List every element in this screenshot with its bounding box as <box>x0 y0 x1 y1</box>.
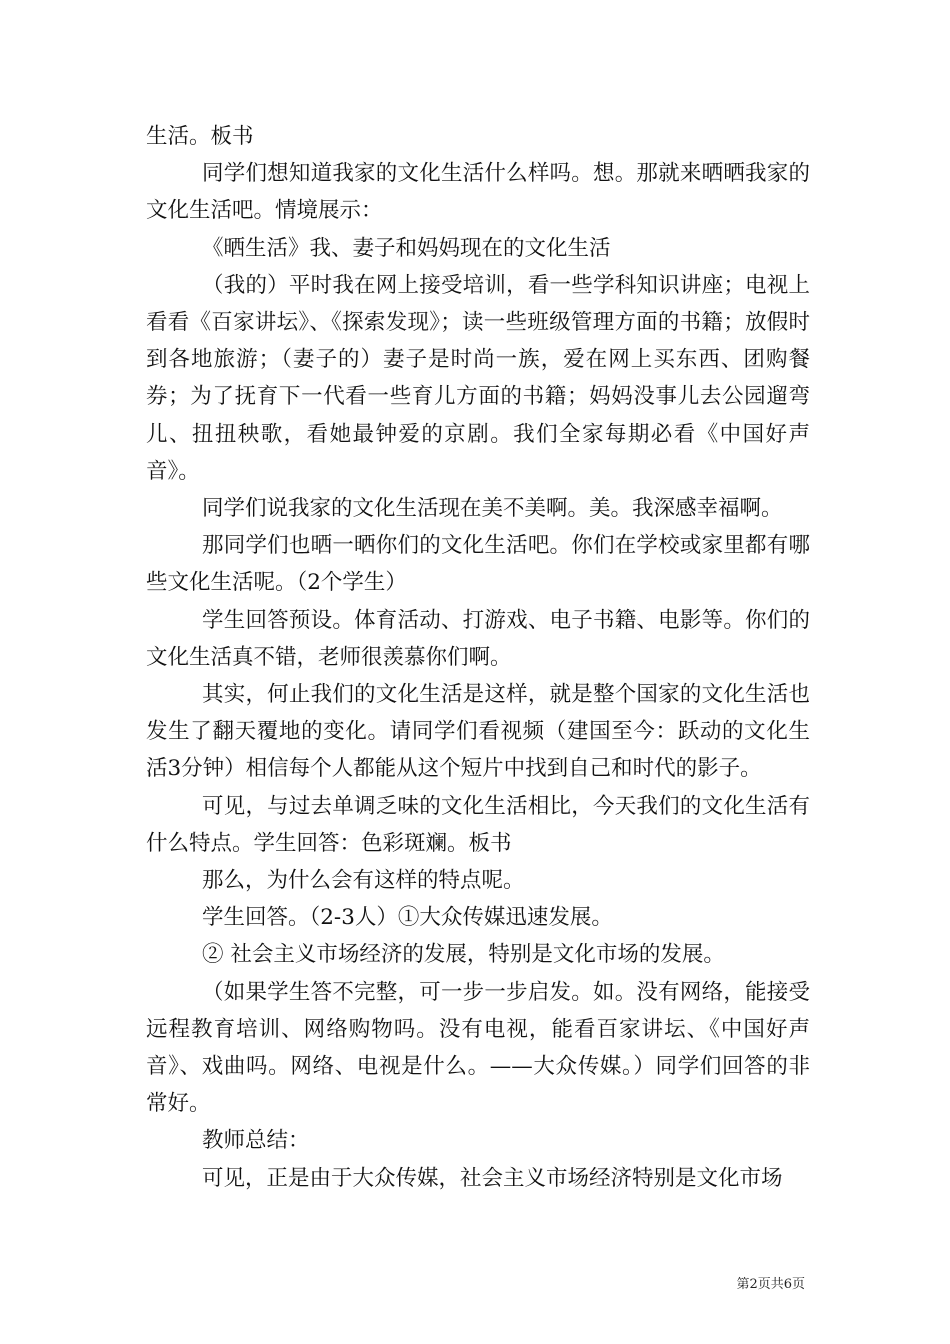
paragraph-2: 同学们想知道我家的文化生活什么样吗。想。那就来晒晒我家的文化生活吧。情境展示： <box>146 161 810 224</box>
paragraph-11: 学生回答。（2-3人）①大众传媒迅速发展。 <box>202 905 613 931</box>
paragraph-7: 学生回答预设。体育活动、打游戏、电子书籍、电影等。你们的文化生活真不错，老师很羡慕你们啊。 <box>146 607 810 670</box>
paragraph-6: 那同学们也晒一晒你们的文化生活吧。你们在学校或家里都有哪些文化生活呢。（2个学生） <box>146 533 810 596</box>
paragraph-8: 其实，何止我们的文化生活是这样，就是整个国家的文化生活也发生了翻天覆地的变化。请同学们看视频（建国至今：跃动的文化生活3分钟）相信每个人都能从这个短片中找到自己和时代的影子。 <box>146 682 810 782</box>
paragraph-13: （如果学生答不完整，可一步一步启发。如。没有网络，能接受远程教育培训、网络购物吗。没有电视，能看百家讲坛、《中国好声音》、戏曲吗。网络、电视是什么。——大众传媒。）同学们回答的非常好。 <box>146 979 810 1117</box>
paragraph-3: 《晒生活》我、妻子和妈妈现在的文化生活 <box>202 235 611 261</box>
paragraph-4: （我的）平时我在网上接受培训，看一些学科知识讲座；电视上看看《百家讲坛》、《探索发现》；读一些班级管理方面的书籍；放假时到各地旅游；（妻子的）妻子是时尚一族，爱在网上买东西、团购餐券；为了抚育下一代看一些育儿方面的书籍；妈妈没事儿去公园遛弯儿、扭扭秧歌，看她最钟爱的京剧。我们全家每期必看《中国好声音》。 <box>146 272 810 484</box>
paragraph-10: 那么，为什么会有这样的特点呢。 <box>202 868 525 894</box>
page-number-footer: 第2页共6页 <box>736 1277 805 1292</box>
paragraph-1: 生活。板书 <box>146 124 254 149</box>
paragraph-9: 可见，与过去单调乏味的文化生活相比，今天我们的文化生活有什么特点。学生回答：色彩斑斓。板书 <box>146 793 810 856</box>
document-body <box>146 118 810 1197</box>
paragraph-15: 可见，正是由于大众传媒，社会主义市场经济特别是文化市场 <box>202 1165 783 1191</box>
paragraph-14: 教师总结： <box>202 1128 310 1154</box>
paragraph-5: 同学们说我家的文化生活现在美不美啊。美。我深感幸福啊。 <box>202 496 783 522</box>
paragraph-12: ② 社会主义市场经济的发展，特别是文化市场的发展。 <box>202 942 725 968</box>
